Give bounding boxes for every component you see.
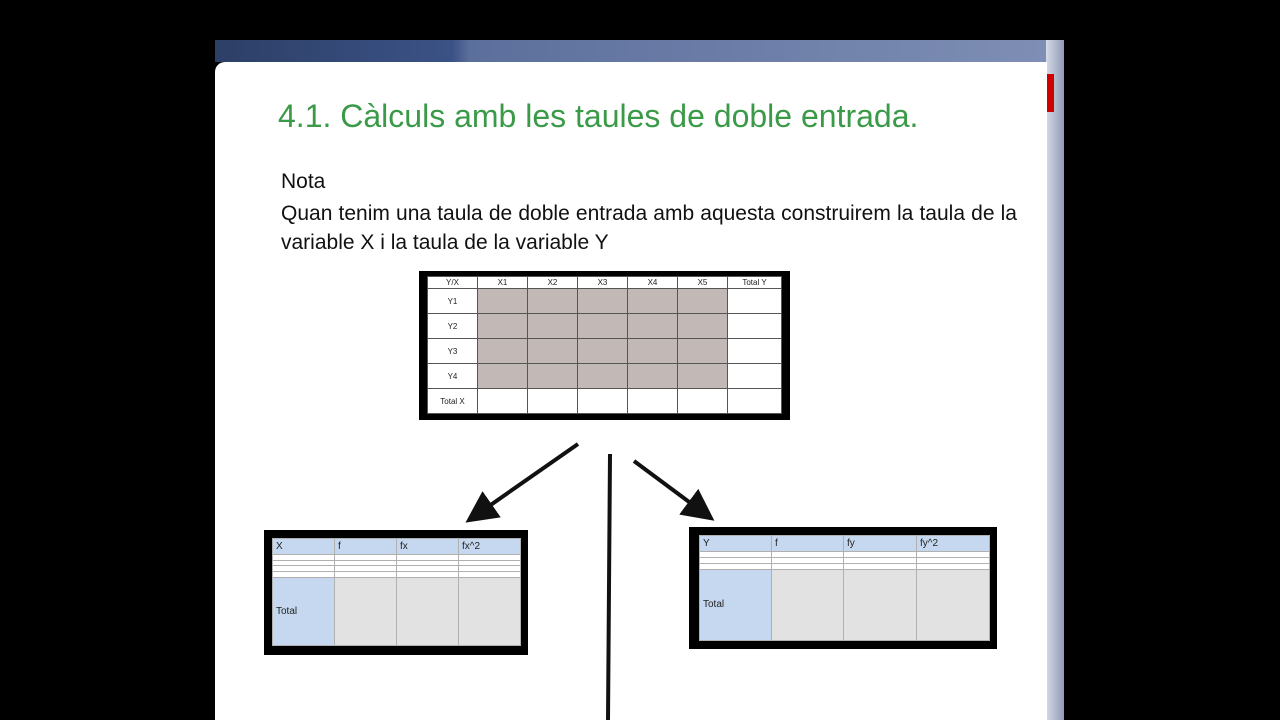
column-header: fy^2 bbox=[917, 536, 990, 552]
slide-title: 4.1. Càlculs amb les taules de doble entrada. bbox=[278, 98, 919, 134]
column-header: fy bbox=[844, 536, 917, 552]
total-label: Total bbox=[273, 577, 335, 645]
column-header: f bbox=[335, 539, 397, 555]
column-header: Total Y bbox=[728, 277, 782, 289]
divider-line bbox=[608, 454, 610, 720]
column-header: Y bbox=[700, 536, 772, 552]
column-header: fx^2 bbox=[459, 539, 521, 555]
column-header: X3 bbox=[578, 277, 628, 289]
arrow-left bbox=[472, 444, 578, 518]
arrow-right bbox=[634, 461, 708, 516]
note-heading: Nota bbox=[281, 170, 326, 193]
row-header: Y1 bbox=[428, 289, 478, 314]
column-header: X4 bbox=[628, 277, 678, 289]
row-header: Y4 bbox=[428, 364, 478, 389]
total-label: Total bbox=[700, 569, 772, 640]
note-text: Quan tenim una taula de doble entrada amb aquesta construirem la taula de la variable X i la taula de la variable Y bbox=[281, 202, 1017, 254]
column-header: fx bbox=[397, 539, 459, 555]
column-header: X2 bbox=[528, 277, 578, 289]
corner-header: Y/X bbox=[428, 277, 478, 289]
row-header: Total X bbox=[428, 389, 478, 414]
column-header: X5 bbox=[678, 277, 728, 289]
row-header: Y3 bbox=[428, 339, 478, 364]
row-header: Y2 bbox=[428, 314, 478, 339]
column-header: f bbox=[772, 536, 844, 552]
column-header: X bbox=[273, 539, 335, 555]
column-header: X1 bbox=[478, 277, 528, 289]
